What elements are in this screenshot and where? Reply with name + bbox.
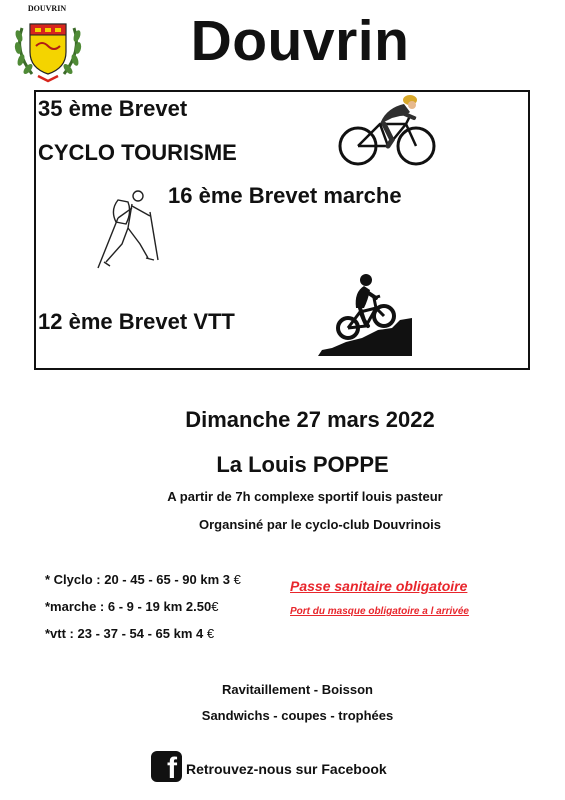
euro-symbol: € (233, 572, 241, 587)
start-info: A partir de 7h complexe sportif louis pasteur (167, 489, 443, 504)
euro-symbol: € (211, 599, 219, 614)
price-walk-text: *marche : 6 - 9 - 19 km 2.50 (45, 599, 212, 614)
event-date: Dimanche 27 mars 2022 (185, 407, 435, 432)
crest-label: DOUVRIN (27, 4, 67, 13)
price-cyclo-text: * Clyclo : 20 - 45 - 65 - 90 km 3 (45, 572, 234, 587)
price-walk (45, 599, 218, 614)
facebook-icon[interactable]: f (151, 751, 182, 782)
mask-notice: Port du masque obligatoire a l arrivée (290, 606, 469, 617)
mountain-biker-icon (318, 270, 412, 356)
organizer-info: Organsiné par le cyclo-club Douvrinois (198, 517, 441, 532)
event-cyclo-title: 35 ème Brevet (38, 96, 188, 121)
price-vtt-text: *vtt : 23 - 37 - 54 - 65 km 4 (45, 626, 207, 641)
event-name: La Louis POPPE (216, 452, 389, 477)
euro-symbol: € (206, 626, 215, 641)
event-walk-title: 16 ème Brevet marche (168, 183, 402, 208)
food-awards-info: Sandwichs - coupes - trophées (201, 708, 394, 723)
sanitary-pass-notice: Passe sanitaire obligatoire (290, 578, 468, 594)
page-title: Douvrin (190, 9, 410, 73)
road-cyclist-icon (334, 94, 440, 168)
price-cyclo (45, 572, 241, 587)
hiker-icon (88, 188, 172, 270)
price-vtt (45, 626, 214, 641)
facebook-link-text[interactable]: Retrouvez-nous sur Facebook (186, 761, 387, 777)
event-cyclo-subtitle: CYCLO TOURISME (38, 140, 237, 165)
event-vtt-title: 12 ème Brevet VTT (38, 309, 235, 334)
douvrin-crest-logo (12, 6, 84, 86)
refreshments-info: Ravitaillement - Boisson (222, 682, 373, 697)
